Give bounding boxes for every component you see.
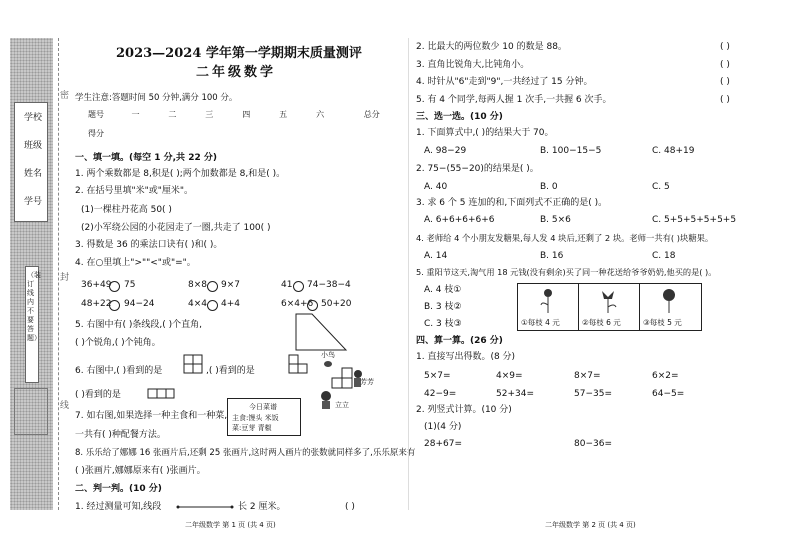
c3: 3. 求 6 个 5 连加的和,下面列式不正确的是( )。 — [416, 198, 608, 208]
q1-8: 8. 乐乐给了娜娜 16 张画片后,还剩 25 张画片,这时两人画片的张数就同样多了,乐乐原来有 — [75, 448, 416, 458]
q1-7b: 一共有( )种配餐方法。 — [75, 430, 166, 440]
exam-title: 2023—2024 学年第一学期期末质量测评 — [116, 46, 362, 61]
score-header: 题号 — [88, 110, 104, 119]
compare-circle[interactable] — [109, 281, 120, 292]
binding-notice: （装订线内不要答题） — [27, 271, 41, 342]
c1-opt-a[interactable]: A. 98−29 — [424, 146, 467, 156]
j1-text-b: 长 2 厘米。 — [238, 502, 286, 512]
c1-opt-c[interactable]: C. 48+19 — [652, 146, 695, 156]
c2-opt-b[interactable]: B. 0 — [540, 182, 558, 192]
score-header: 三 — [205, 110, 214, 119]
c3-opt-c[interactable]: C. 5+5+5+5+5+5 — [652, 215, 737, 225]
j5: 5. 有 4 个同学,每两人握 1 次手,一共握 6 次手。 — [416, 95, 612, 105]
j3: 3. 直角比锐角大,比钝角小。 — [416, 60, 530, 70]
j4: 4. 时针从"6"走到"9",一共经过了 15 分钟。 — [416, 77, 593, 87]
flower-icon-3 — [657, 287, 681, 315]
s2: 2. 列竖式计算。(10 分) — [416, 405, 512, 415]
c4-opt-c[interactable]: C. 18 — [652, 251, 676, 261]
j1-answer[interactable]: ( ) — [345, 502, 355, 512]
compare-right: 75 — [124, 280, 136, 290]
page-1-footer: 二年级数学 第 1 页 (共 4 页) — [185, 521, 276, 529]
c5-opt-a[interactable]: A. 4 枝① — [424, 285, 462, 295]
c4: 4. 老师给 4 个小朋友发糖果,每人发 4 块后,还剩了 2 块。老师一共有( )块糖果。 — [416, 233, 714, 243]
calc-item: 8×7= — [574, 371, 601, 381]
flower-icon-1 — [536, 287, 560, 315]
menu-box — [227, 398, 301, 436]
c2-opt-c[interactable]: C. 5 — [652, 182, 670, 192]
calc-item: 57−35= — [574, 389, 612, 399]
school-label: 学校 — [24, 113, 43, 123]
q1-8b: ( )张画片,娜娜原来有( )张画片。 — [75, 466, 206, 476]
page-divider — [408, 38, 409, 510]
c5: 5. 重阳节这天,淘气用 18 元钱(没有剩余)买了同一种花送给爷爷奶奶,他买的是( )。 — [416, 267, 717, 277]
compare-right: 74−38−4 — [307, 280, 351, 290]
q1-7: 7. 如右图,如果选择一种主食和一种菜, — [75, 411, 228, 421]
score-header: 四 — [242, 110, 251, 119]
score-table — [75, 108, 405, 145]
q1-4: 4. 在○里填上">""<"或"="。 — [75, 258, 196, 268]
q1-2a: (1)一棵柱丹花高 50( ) — [81, 205, 172, 215]
c5-opt-b[interactable]: B. 3 枝② — [424, 302, 462, 312]
c3-opt-b[interactable]: B. 5×6 — [540, 215, 571, 225]
compare-left: 48+22 — [81, 299, 112, 309]
q1-5a: 5. 右图中有( )条线段,( )个直角, — [75, 320, 202, 330]
score-header: 一 — [131, 110, 140, 119]
seal-char-1: 密 — [60, 91, 70, 101]
view-figure-3 — [147, 388, 175, 402]
s1: 1. 直接写出得数。(8 分) — [416, 352, 516, 362]
calc-item: 6×2= — [652, 371, 679, 381]
section-1-title: 一、填一填。(每空 1 分,共 22 分) — [75, 153, 217, 163]
c3-opt-a[interactable]: A. 6+6+6+6+6 — [424, 215, 495, 225]
student-info-box — [14, 102, 48, 222]
seal-char-3: 线 — [60, 401, 70, 411]
view-figure-2 — [288, 354, 310, 382]
flower-price-1: ①每枝 4 元 — [521, 318, 560, 327]
c4-opt-a[interactable]: A. 14 — [424, 251, 448, 261]
exam-subtitle: 二年级数学 — [196, 65, 277, 80]
binding-notice-box — [25, 266, 39, 383]
score-header: 总分 — [363, 110, 380, 119]
compare-left: 36+49 — [81, 280, 112, 290]
compare-circle[interactable] — [293, 281, 304, 292]
exam-notice: 学生注意:答题时间 50 分钟,满分 100 分。 — [75, 93, 238, 103]
c5-opt-c[interactable]: C. 3 枝③ — [424, 319, 462, 329]
q1-6-mid: ,( )看到的是 — [206, 366, 255, 376]
compare-circle[interactable] — [207, 300, 218, 311]
trapezoid-figure — [290, 310, 350, 352]
flower-divider — [639, 284, 640, 330]
section-2-title: 二、判一判。(10 分) — [75, 484, 162, 494]
compare-right: 94−24 — [124, 299, 155, 309]
q1-6: 6. 右图中,( )看到的是 — [75, 366, 163, 376]
c1-opt-b[interactable]: B. 100−15−5 — [540, 146, 602, 156]
c4-opt-b[interactable]: B. 16 — [540, 251, 564, 261]
kid-label-fangfang: 芳芳 — [360, 378, 374, 386]
seal-char-2: 封 — [60, 273, 70, 283]
compare-circle[interactable] — [207, 281, 218, 292]
calc-item: 5×7= — [424, 371, 451, 381]
q1-1: 1. 两个乘数都是 8,积是( );两个加数都是 8,和是( )。 — [75, 169, 286, 179]
vertical-calc-item: 80−36= — [574, 439, 612, 449]
score-header: 六 — [316, 110, 325, 119]
calc-item: 52+34= — [496, 389, 534, 399]
j1-text-a: 1. 经过测量可知,线段 — [75, 502, 162, 512]
q1-6b: ( )看到的是 — [75, 390, 121, 400]
j3-answer[interactable]: ( ) — [720, 60, 730, 70]
compare-left: 4×4 — [188, 299, 207, 309]
flower-price-2: ②每枝 6 元 — [582, 318, 621, 327]
compare-right: 50+20 — [321, 299, 352, 309]
section-3-title: 三、选一选。(10 分) — [416, 112, 503, 122]
flower-divider — [578, 284, 579, 330]
page-2-footer: 二年级数学 第 2 页 (共 4 页) — [545, 521, 636, 529]
q1-3: 3. 得数是 36 的乘法口诀有( )和( )。 — [75, 240, 223, 250]
compare-left: 8×8 — [188, 280, 207, 290]
section-4-title: 四、算一算。(26 分) — [416, 336, 503, 346]
view-figure-1 — [183, 354, 205, 382]
menu-dish: 菜:豆芽 青椒 — [232, 424, 272, 432]
score-header: 五 — [279, 110, 288, 119]
q1-2b: (2)小军绕公园的小花园走了一圈,共走了 100( ) — [81, 223, 271, 233]
number-label: 学号 — [24, 197, 43, 207]
c2-opt-a[interactable]: A. 40 — [424, 182, 448, 192]
kid-label-lili: 立立 — [335, 401, 349, 409]
menu-staple: 主食:馒头 米饭 — [232, 414, 279, 422]
j2-answer[interactable]: ( ) — [720, 42, 730, 52]
c1: 1. 下面算式中,( )的结果大于 70。 — [416, 128, 554, 138]
bird-label: 小鸟 — [321, 351, 335, 359]
cut-line — [58, 38, 59, 510]
j5-answer[interactable]: ( ) — [720, 95, 730, 105]
compare-right: 4+4 — [221, 299, 240, 309]
compare-left: 6×4+6 — [281, 299, 314, 309]
j2: 2. 比最大的两位数少 10 的数是 88。 — [416, 42, 567, 52]
calc-item: 4×9= — [496, 371, 523, 381]
segment-figure — [176, 503, 236, 511]
flower-price-3: ③每枝 5 元 — [643, 318, 682, 327]
flower-icon-2 — [596, 287, 620, 315]
flower-price-box — [517, 283, 702, 331]
compare-circle[interactable] — [109, 300, 120, 311]
score-header: 二 — [168, 110, 177, 119]
name-label: 姓名 — [24, 169, 43, 179]
menu-title: 今日菜谱 — [249, 403, 277, 411]
vertical-calc-item: 28+67= — [424, 439, 462, 449]
c2: 2. 75−(55−20)的结果是( )。 — [416, 164, 539, 174]
s2a: (1)(4 分) — [424, 422, 462, 432]
score-row-label: 得分 — [88, 128, 104, 138]
q1-2: 2. 在括号里填"米"或"厘米"。 — [75, 186, 194, 196]
calc-item: 42−9= — [424, 389, 457, 399]
binding-box-bottom — [14, 388, 48, 435]
compare-left: 41 — [281, 280, 293, 290]
class-label: 班级 — [24, 141, 43, 151]
compare-right: 9×7 — [221, 280, 240, 290]
j4-answer[interactable]: ( ) — [720, 77, 730, 87]
calc-item: 64−5= — [652, 389, 685, 399]
binding-strip — [10, 38, 53, 510]
q1-5b: ( )个锐角,( )个钝角。 — [75, 338, 161, 348]
